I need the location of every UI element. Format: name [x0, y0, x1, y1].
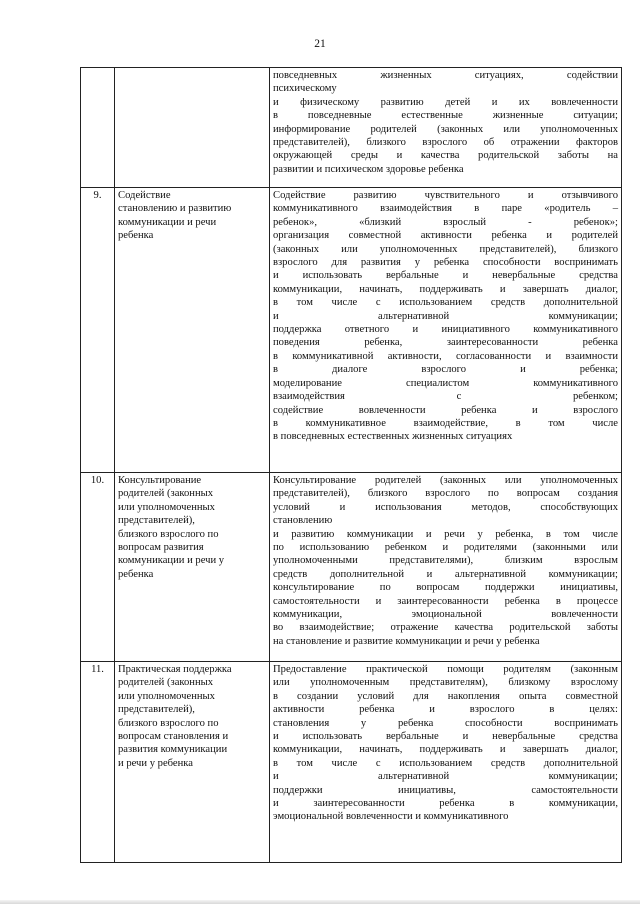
service-name-cell — [115, 662, 270, 863]
service-name-line: или уполномоченных — [118, 501, 215, 513]
description-line: (законных или уполномоченных представителей), близкого — [273, 243, 618, 255]
description-line: поддержка ответного и инициативного коммуникативного — [273, 324, 618, 336]
service-name-line: вопросам развития — [118, 542, 204, 554]
service-name-cell — [115, 473, 270, 662]
description-line: и альтернативной коммуникации; — [273, 310, 618, 322]
service-name-line: или уполномоченных — [118, 690, 215, 702]
description-line: в диалоге взрослого и ребенка; — [273, 364, 618, 376]
description-line: условий и использования методов, способствующих — [273, 501, 618, 513]
description-line: коммуникации, начинать, поддерживать и завершать диалог, — [273, 283, 618, 295]
description-line: средств дополнительной и альтернативной коммуникации; — [273, 568, 618, 580]
description-line: самостоятельности и заинтересованности ребенка в процессе — [273, 595, 618, 607]
description-line: или уполномоченным представителям), близкому взрослому — [273, 677, 618, 689]
row-number: 10. — [90, 475, 105, 486]
description-line: в коммуникативное взаимодействие, в том числе — [273, 417, 618, 429]
description-line: представителей), близкого взрослого по вопросам создания — [273, 488, 618, 500]
table-row — [81, 68, 622, 188]
description-line: взаимодействия с ребенком; — [273, 391, 618, 403]
row-number-cell — [81, 473, 115, 662]
service-name-line: Содействие — [118, 190, 171, 201]
description-line: поведения ребенка, заинтересованности ребенка — [273, 337, 618, 349]
service-name-line: представителей), — [118, 704, 195, 716]
service-name-cell — [115, 188, 270, 473]
description-line: информирование родителей (законных или уполномоченных — [273, 123, 618, 135]
service-description-cell — [270, 188, 622, 473]
row-number-cell — [81, 188, 115, 473]
description-line: на становление и развитие коммуникации и речи у ребенка — [273, 635, 540, 647]
description-line: коммуникации, эмоциональной вовлеченности — [273, 609, 618, 621]
service-description-cell — [270, 68, 622, 188]
description-line: становления у ребенка способности воспринимать — [273, 717, 618, 729]
table-row — [81, 473, 622, 662]
description-line: Предоставление практической помощи родителям (законным — [273, 664, 618, 675]
description-line: активности ребенка и взрослого в целях: — [273, 704, 618, 716]
description-line: коммуникации, начинать, поддерживать и завершать диалог, — [273, 744, 618, 756]
service-name-line: ребенка — [118, 230, 154, 242]
description-line: организация совместной активности ребенка и родителей — [273, 230, 618, 242]
service-description-cell — [270, 473, 622, 662]
service-name-line: Практическая поддержка — [118, 664, 232, 675]
service-name-line: Консультирование — [118, 475, 202, 486]
service-name-line: представителей), — [118, 515, 195, 527]
service-name-line: коммуникации и речи — [118, 216, 217, 228]
service-name-line: коммуникации и речи у — [118, 555, 225, 567]
description-line: по использованию ребенком и родителями (законными или — [273, 542, 618, 554]
description-line: в коммуникативной активности, согласованности и взаимности — [273, 350, 618, 362]
description-line: и альтернативной коммуникации; — [273, 771, 618, 783]
description-line: в повседневные естественные жизненные ситуации; — [273, 110, 618, 122]
description-line: окружающей среды и качества родительской заботы на — [273, 150, 618, 162]
description-line: содействие вовлеченности ребенка и взрослого — [273, 404, 618, 416]
table-row — [81, 662, 622, 863]
service-name-line: близкого взрослого по — [118, 528, 219, 540]
description-line: повседневных жизненных ситуациях, содействии — [273, 70, 618, 81]
description-line: психическому — [273, 83, 337, 95]
service-description-cell — [270, 662, 622, 863]
description-line: поддержки инициативы, самостоятельности — [273, 784, 618, 796]
description-line: и физическому развитию детей и их вовлеченности — [273, 96, 618, 108]
description-line: в создании условий для накопления опыта совместной — [273, 690, 618, 702]
description-line: в том числе с использованием средств дополнительной — [273, 297, 618, 309]
service-name-line: ребенка — [118, 568, 154, 580]
description-line: ребенок», «близкий взрослый - ребенок»; — [273, 216, 618, 228]
description-line: взрослого для развития у ребенка способности воспринимать — [273, 257, 618, 269]
row-number-cell — [81, 662, 115, 863]
service-name-line: близкого взрослого по — [118, 717, 219, 729]
service-name-line: родителей (законных — [118, 488, 214, 500]
description-line: консультирование по вопросам поддержки инициативы, — [273, 582, 618, 594]
description-line: становлению — [273, 515, 333, 527]
page-number: 21 — [314, 38, 326, 50]
service-name-line: вопросам становления и — [118, 731, 229, 743]
service-name-line: развития коммуникации — [118, 744, 228, 756]
service-name-line: родителей (законных — [118, 677, 214, 689]
row-number-cell — [81, 68, 115, 188]
description-line: коммуникативного взаимодействия в паре «родитель – — [273, 203, 618, 215]
description-line: моделирование специалистом коммуникативного — [273, 377, 618, 389]
service-name-line: становлению и развитию — [118, 203, 232, 215]
description-line: в повседневных естественных жизненных ситуациях — [273, 431, 513, 443]
description-line: во взаимодействие; отражение качества родительской заботы — [273, 622, 618, 634]
services-table — [80, 67, 622, 863]
description-line: и развитию коммуникации и речи у ребенка, в том числе — [273, 528, 618, 540]
description-line: развитии и психическом здоровье ребенка — [273, 163, 464, 175]
description-line: Содействие развитию чувствительного и отзывчивого — [273, 190, 618, 201]
description-line: Консультирование родителей (законных или уполномоченных — [273, 475, 618, 486]
description-line: и заинтересованности ребенка в коммуникации, — [273, 798, 618, 810]
description-line: в том числе с использованием средств дополнительной — [273, 757, 618, 769]
description-line: представителей), близкого взрослого об отражении факторов — [273, 137, 618, 149]
description-line: эмоциональной вовлеченности и коммуникативного — [273, 811, 509, 823]
service-name-cell — [115, 68, 270, 188]
description-line: уполномоченными представителями), близким взрослым — [273, 555, 618, 567]
description-line: и использовать вербальные и невербальные средства — [273, 270, 618, 282]
service-name-line: и речи у ребенка — [118, 757, 193, 769]
description-line: и использовать вербальные и невербальные средства — [273, 731, 618, 743]
row-number: 11. — [91, 664, 104, 675]
row-number: 9. — [93, 190, 102, 201]
page-bottom-edge — [0, 900, 640, 904]
table-row — [81, 188, 622, 473]
